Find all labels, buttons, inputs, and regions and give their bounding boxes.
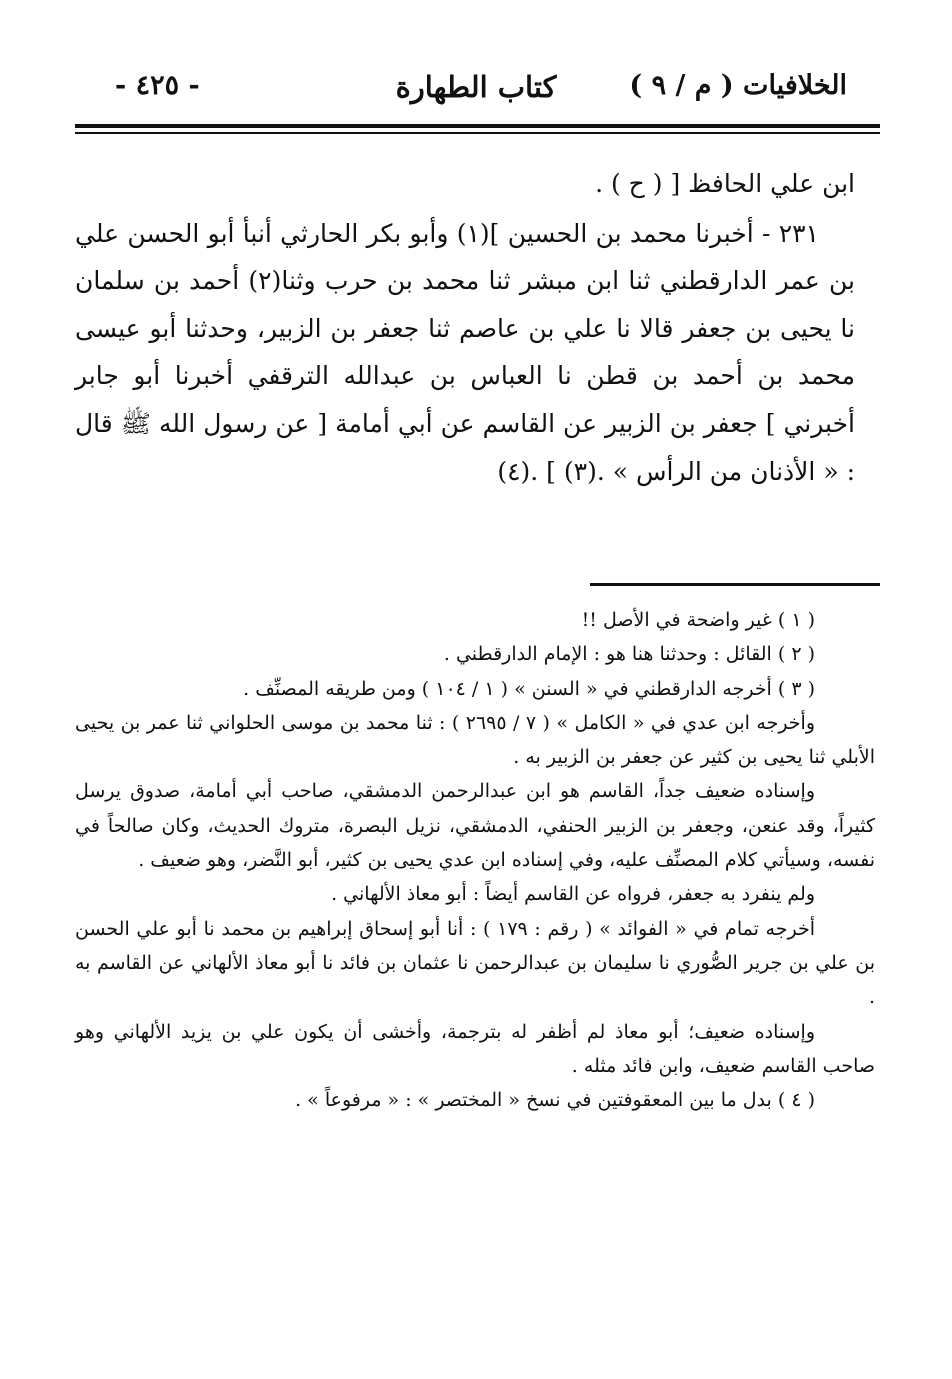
footnote-3-continuation: أخرجه تمام في « الفوائد » ( رقم : ١٧٩ ) : أنا أبو إسحاق إبراهيم بن محمد نا أبو علي الحسن بن علي بن جرير الصُّوري نا سليمان بن عبدالرحمن نا عثمان بن فائد نا أبو معاذ الألهاني عن القاسم به . <box>75 917 875 1009</box>
footnote-3-continuation: وأخرجه ابن عدي في « الكامل » ( ٧ / ٢٦٩٥ ) : ثنا محمد بن موسى الحلواني ثنا عمر بن يحيى الأبلي ثنا يحيى بن كثير عن جعفر بن الزبير به . <box>75 711 875 769</box>
page-header <box>75 70 877 120</box>
footnote-3: ( ٣ ) أخرجه الدارقطني في « السنن » ( ١ / ١٠٤ ) ومن طريقه المصنِّف . <box>243 677 815 700</box>
header-rule-thin <box>75 132 880 134</box>
footnote-2: ( ٢ ) القائل : وحدثنا هنا هو : الإمام الدارقطني . <box>443 643 815 666</box>
footnote-3-continuation: وإسناده ضعيف جداً، القاسم هو ابن عبدالرحمن الدمشقي، صاحب أبي أمامة، صدوق يرسل كثيراً، وقد عنعن، وجعفر بن الزبير الحنفي، الدمشقي، نزيل البصرة، متروك الحديث، وكان صالحاً في نفسه، وسيأتي كلام المصنِّف عليه، وفي إسناده ابن عدي يحيى بن كثير، أبو النَّضر، وهو ضعيف . <box>75 780 875 872</box>
main-text <box>75 160 855 495</box>
chapter-title: كتاب الطهارة <box>395 70 557 104</box>
paragraph-hadith-231: ٢٣١ - أخبرنا محمد بن الحسين ](١) وأبو بكر الحارثي أنبأ أبو الحسن علي بن عمر الدارقطني ثنا ابن مبشر ثنا محمد بن حرب وثنا(٢) أحمد بن سلمان نا يحيى بن جعفر قالا نا علي بن عاصم ثنا جعفر بن الزبير، وحدثنا أبو عيسى محمد بن أحمد بن قطن نا العباس بن عبدالله الترقفي أخبرنا أبو جابر أخبرني ] جعفر بن الزبير عن القاسم عن أبي أمامة [ عن رسول الله ﷺ قال : « الأذنان من الرأس » .(٣) ] .(٤) <box>75 218 855 486</box>
footnote-1: ( ١ ) غير واضحة في الأصل !! <box>581 609 815 631</box>
footnotes <box>75 603 875 1117</box>
footnote-4: ( ٤ ) بدل ما بين المعقوفتين في نسخ « المختصر » : « مرفوعاً » . <box>295 1089 815 1112</box>
paragraph-continuation: ابن علي الحافظ [ ( ح ) . <box>595 169 855 198</box>
page-number: - ٤٢٥ - <box>115 70 200 101</box>
footnote-3-continuation: وإسناده ضعيف؛ أبو معاذ لم أظفر له بترجمة، وأخشى أن يكون علي بن يزيد الألهاني وهو صاحب القاسم ضعيف، وابن فائد مثله . <box>75 1020 875 1077</box>
header-rule-thick <box>75 124 880 128</box>
footnote-3-continuation: ولم ينفرد به جعفر، فرواه عن القاسم أيضاً : أبو معاذ الألهاني . <box>331 883 815 906</box>
footnote-separator <box>590 583 880 586</box>
running-title: الخلافيات ( م / ٩ ) <box>629 70 847 101</box>
